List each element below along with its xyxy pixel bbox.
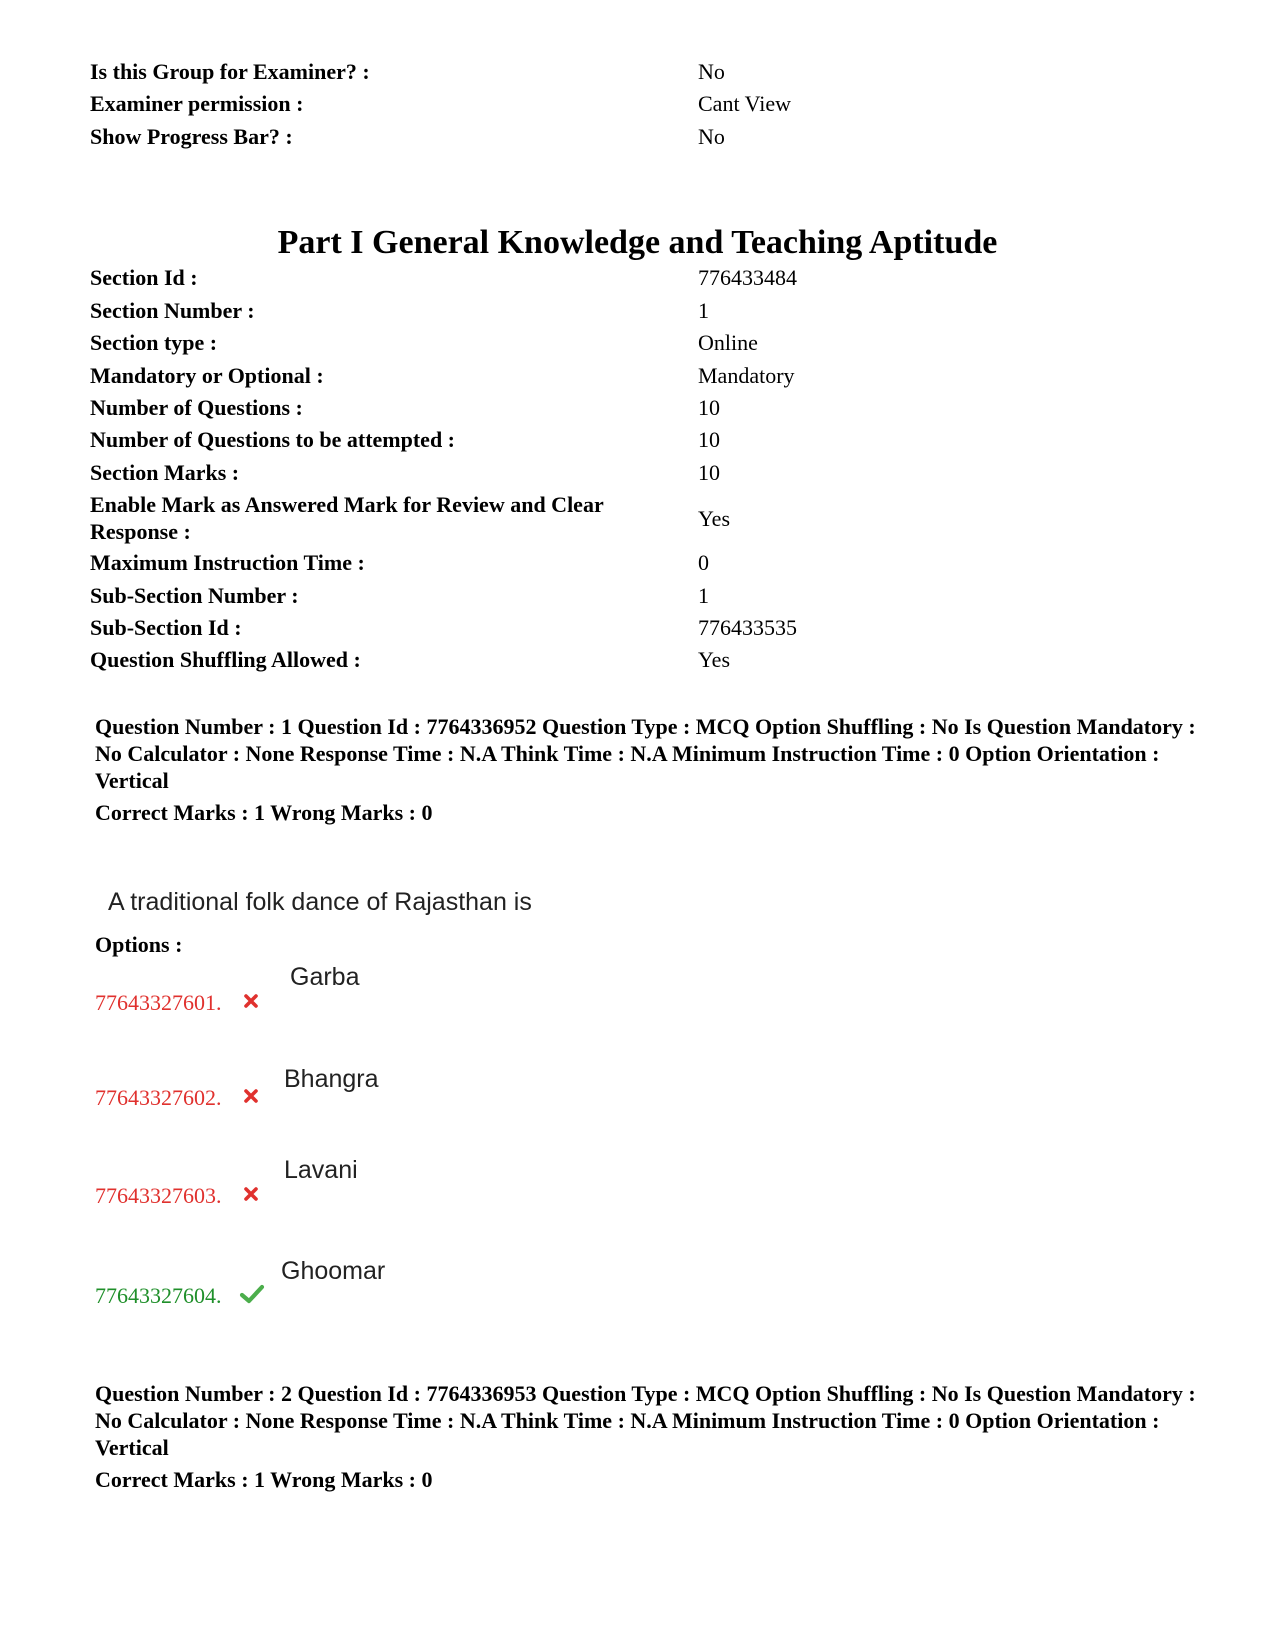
field-value: 10	[698, 395, 720, 420]
field-value: Yes	[698, 506, 731, 531]
option-text: Bhangra	[284, 1065, 379, 1093]
field-label: Number of Questions to be attempted :	[90, 427, 456, 452]
field-value: Online	[698, 330, 758, 355]
option-id: 77643327601.	[95, 990, 222, 1015]
option-text: Ghoomar	[281, 1257, 386, 1285]
field-value: 776433484	[698, 265, 797, 290]
question-text: A traditional folk dance of Rajasthan is	[108, 888, 532, 916]
field-value: 0	[698, 550, 709, 575]
cross-icon	[243, 1186, 259, 1202]
field-label: Sub-Section Id :	[90, 615, 242, 640]
question-marks: Correct Marks : 1 Wrong Marks : 0	[95, 1467, 433, 1492]
field-label: Section Marks :	[90, 460, 240, 485]
option-text: Garba	[290, 963, 360, 991]
field-label: Sub-Section Number :	[90, 583, 299, 608]
field-value: 10	[698, 427, 720, 452]
options-label: Options :	[95, 932, 183, 957]
section-title: Part I General Knowledge and Teaching Aptitude	[277, 224, 998, 261]
field-value: Cant View	[698, 91, 791, 116]
cross-icon	[243, 1088, 259, 1104]
question-header: Question Number : 1 Question Id : 7764336952 Question Type : MCQ Option Shuffling : No Is Question Mandatory : No Calculator : None Response Time : N.A Think Time : N.A Minimum Instruction Time : 0 Option Orientation : Vertical	[95, 714, 1196, 793]
option-id: 77643327603.	[95, 1183, 222, 1208]
question-marks: Correct Marks : 1 Wrong Marks : 0	[95, 800, 433, 825]
field-value: 1	[698, 583, 709, 608]
field-label: Examiner permission :	[90, 91, 304, 116]
field-label: Question Shuffling Allowed :	[90, 647, 361, 672]
option-id: 77643327602.	[95, 1085, 222, 1110]
field-value: Yes	[698, 647, 731, 672]
field-label: Enable Mark as Answered Mark for Review and Clear Response :	[90, 492, 604, 544]
field-value: 10	[698, 460, 720, 485]
field-label: Number of Questions :	[90, 395, 303, 420]
check-icon	[239, 1283, 265, 1305]
field-value: No	[698, 59, 725, 84]
field-label: Section type :	[90, 330, 218, 355]
field-label: Section Number :	[90, 298, 255, 323]
option-id: 77643327604.	[95, 1283, 222, 1308]
field-value: Mandatory	[698, 363, 795, 388]
cross-icon	[243, 993, 259, 1009]
field-label: Section Id :	[90, 265, 198, 290]
field-label: Mandatory or Optional :	[90, 363, 324, 388]
question-header: Question Number : 2 Question Id : 7764336953 Question Type : MCQ Option Shuffling : No Is Question Mandatory : No Calculator : None Response Time : N.A Think Time : N.A Minimum Instruction Time : 0 Option Orientation : Vertical	[95, 1381, 1196, 1460]
field-value: 1	[698, 298, 709, 323]
field-label: Show Progress Bar? :	[90, 124, 293, 149]
field-label: Maximum Instruction Time :	[90, 550, 365, 575]
field-value: No	[698, 124, 725, 149]
option-text: Lavani	[284, 1156, 358, 1184]
field-value: 776433535	[698, 615, 797, 640]
field-label: Is this Group for Examiner? :	[90, 59, 370, 84]
